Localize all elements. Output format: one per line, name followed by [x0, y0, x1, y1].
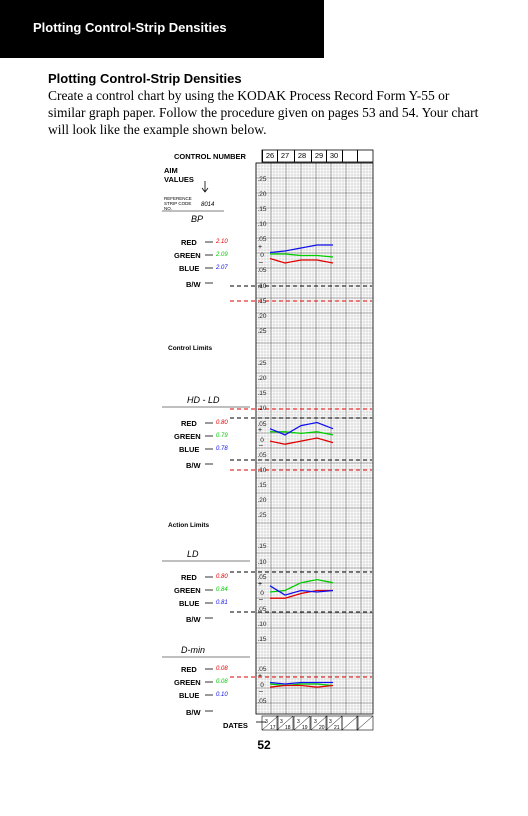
ld-blue-value: 0.81	[216, 600, 228, 606]
section-name-bp: BP	[191, 214, 204, 224]
plus-sign: +	[258, 427, 263, 434]
bp-tick: 0	[260, 252, 264, 259]
hd-tick: .25	[257, 360, 267, 367]
bp-tick: .25	[257, 328, 267, 335]
dmin-blue-value: 0.10	[216, 692, 228, 698]
page-number: 52	[257, 738, 271, 752]
bp-tick: .15	[257, 298, 267, 305]
reference-strip-label: REFERENCE STRIP CODE NO.	[164, 196, 192, 211]
control-number-cell: 26	[262, 150, 277, 162]
bp-red-value: 2.10	[216, 239, 228, 245]
plus-sign: +	[258, 581, 263, 588]
bp-tick: .05	[257, 267, 267, 274]
ld-green-value: 0.84	[216, 587, 228, 593]
bp-red-label: RED	[181, 238, 197, 247]
bp-green-line	[270, 254, 333, 257]
hd-green-value: 0.79	[216, 433, 228, 439]
dmin-green-value: 0.08	[216, 679, 228, 685]
control-number-cell: 28	[294, 150, 309, 162]
bp-bw-label: B/W	[186, 280, 201, 289]
hd-tick: .20	[257, 375, 267, 382]
dmin-red-line	[270, 686, 333, 688]
hd-tick: .15	[257, 482, 267, 489]
aim-arrow	[202, 181, 208, 192]
minus-sign: –	[259, 688, 263, 695]
dmin-tick: 0	[260, 682, 264, 689]
minus-sign: –	[259, 442, 263, 449]
date-day: 19	[302, 725, 308, 731]
dmin-blue-label: BLUE	[179, 691, 200, 700]
minus-sign: –	[259, 596, 263, 603]
bp-blue-value: 2.07	[216, 265, 228, 271]
hd-red-label: RED	[181, 419, 197, 428]
hd-tick: .10	[257, 405, 267, 412]
hd-green-label: GREEN	[174, 432, 201, 441]
date-month: 3	[297, 719, 300, 725]
date-day: 21	[334, 725, 340, 731]
dmin-red-label: RED	[181, 665, 197, 674]
date-row	[256, 716, 373, 731]
ld-tick: .15	[257, 543, 267, 550]
dates-label: DATES	[223, 721, 248, 730]
ld-tick: .10	[257, 621, 267, 628]
hd-blue-value: 0.78	[216, 446, 228, 452]
ld-red-label: RED	[181, 573, 197, 582]
bp-tick: .25	[257, 176, 267, 183]
date-month: 3	[265, 719, 268, 725]
bp-green-value: 2.09	[216, 252, 228, 258]
hd-tick: .20	[257, 497, 267, 504]
hd-tick: 0	[260, 437, 264, 444]
ld-tick: .10	[257, 559, 267, 566]
hd-bw-label: B/W	[186, 461, 201, 470]
dmin-green-label: GREEN	[174, 678, 201, 687]
bp-green-label: GREEN	[174, 251, 201, 260]
date-day: 18	[285, 725, 291, 731]
dmin-red-value: 0.08	[216, 666, 228, 672]
ld-tick: 0	[260, 590, 264, 597]
bp-tick: .20	[257, 191, 267, 198]
bp-tick: .10	[257, 283, 267, 290]
hd-tick: .05	[257, 452, 267, 459]
control-number-cell: 29	[311, 150, 326, 162]
section-name-dmin: D-min	[181, 645, 205, 655]
hd-tick: .15	[257, 390, 267, 397]
date-slash	[342, 716, 358, 730]
ld-tick: .15	[257, 636, 267, 643]
bp-tick: .05	[257, 236, 267, 243]
section-name-ld: LD	[187, 549, 199, 559]
dmin-tick: .05	[257, 666, 267, 673]
bp-tick: .15	[257, 206, 267, 213]
aim-values-label: AIM VALUES	[164, 166, 194, 184]
hd-tick: .25	[257, 512, 267, 519]
header-title: Plotting Control-Strip Densities	[33, 20, 227, 35]
date-month: 3	[280, 719, 283, 725]
action-limits-label: Action Limits	[168, 522, 210, 529]
date-month: 3	[329, 719, 332, 725]
date-slash	[357, 716, 373, 730]
section-name-hd-ld: HD - LD	[187, 395, 220, 405]
control-number-cell: 27	[277, 150, 292, 162]
control-limits-label: Control Limits	[168, 345, 213, 352]
dmin-bw-label: B/W	[186, 708, 201, 717]
dmin-tick: .05	[257, 698, 267, 705]
control-number-row	[262, 150, 373, 162]
ld-blue-label: BLUE	[179, 599, 200, 608]
plus-sign: +	[258, 244, 263, 251]
hd-blue-label: BLUE	[179, 445, 200, 454]
bp-tick: .10	[257, 221, 267, 228]
hd-tick: .05	[257, 421, 267, 428]
reference-code: 8014	[201, 202, 215, 208]
hd-red-value: 0.80	[216, 420, 228, 426]
control-number-cell: 30	[326, 150, 341, 162]
bp-blue-label: BLUE	[179, 264, 200, 273]
plus-sign: +	[258, 673, 263, 680]
date-month: 3	[314, 719, 317, 725]
bp-tick: .20	[257, 313, 267, 320]
ld-tick: .05	[257, 606, 267, 613]
form-decorations	[162, 150, 373, 711]
ld-tick: .05	[257, 574, 267, 581]
hd-tick: .10	[257, 467, 267, 474]
control-number-label: CONTROL NUMBER	[174, 152, 246, 161]
intro-paragraph: Create a control chart by using the KODAK Process Record Form Y-55 or similar graph paper. Follow the procedure given on pages 53 and 54. Your chart will look like the example shown below.	[48, 88, 479, 137]
minus-sign: –	[259, 259, 263, 266]
date-day: 20	[319, 725, 325, 731]
bp-blue-line	[270, 245, 333, 253]
ld-green-label: GREEN	[174, 586, 201, 595]
section-heading: Plotting Control-Strip Densities	[48, 71, 242, 86]
ld-red-value: 0.80	[216, 574, 228, 580]
ld-bw-label: B/W	[186, 615, 201, 624]
date-day: 17	[270, 725, 276, 731]
